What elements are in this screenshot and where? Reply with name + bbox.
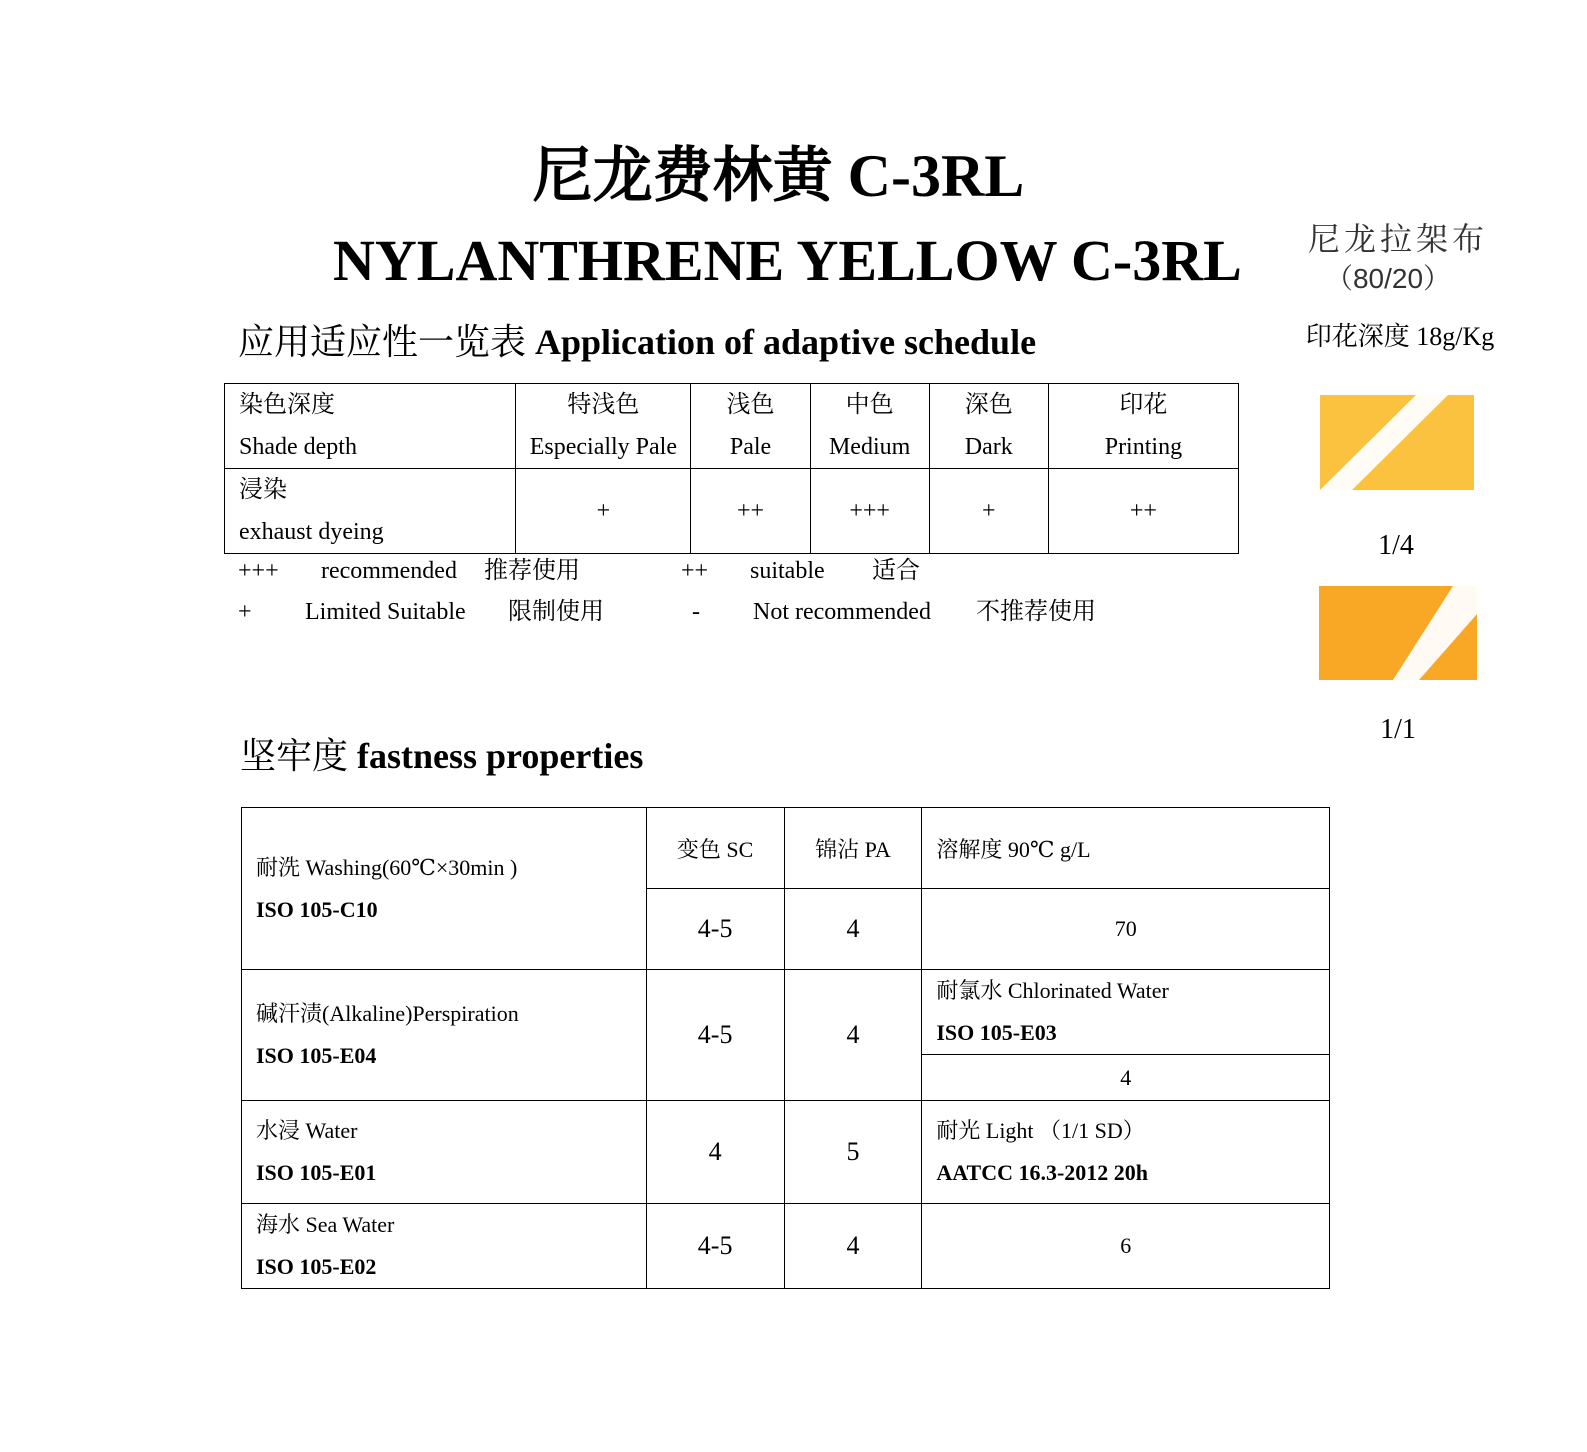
col-header-sc: 变色 SC: [646, 808, 784, 889]
col-label-en: Shade depth: [239, 434, 357, 460]
test-name: 海水 Sea Water: [256, 1212, 395, 1237]
test-standard: ISO 105-E02: [256, 1254, 377, 1279]
col-label-en: Pale: [729, 434, 772, 460]
application-heading: [238, 320, 1036, 364]
test-name: 耐洗 Washing(60℃×30min ): [256, 854, 518, 880]
row-label-cn: 浸染: [239, 477, 287, 503]
sc-value: 4: [646, 1101, 784, 1204]
application-heading-cn: 应用适应性一览表: [238, 322, 527, 362]
light-fastness-cell: [922, 1101, 1330, 1204]
legend-en: Limited Suitable: [305, 599, 466, 625]
solubility-value: 70: [922, 889, 1330, 970]
col-label-cn: 浅色: [726, 392, 775, 418]
table-row: [242, 970, 1330, 1055]
fabric-label: 尼龙拉架布: [1307, 221, 1488, 257]
swatch-stripe-image: [1320, 395, 1474, 490]
col-especially-pale: [516, 384, 691, 469]
test-name: 碱汗渍(Alkaline)Perspiration: [256, 1001, 519, 1026]
col-printing: [1048, 384, 1238, 469]
col-dark: [929, 384, 1048, 469]
col-label-cn: 印花: [1119, 392, 1168, 418]
chlorinated-water-cell: [922, 970, 1330, 1055]
light-standard: AATCC 16.3-2012 20h: [936, 1160, 1149, 1185]
legend-en: suitable: [750, 558, 825, 584]
rating-cell: ++: [1048, 469, 1238, 554]
chlorinated-water-value: 4: [922, 1055, 1330, 1101]
chlorinated-water-label: 耐氯水 Chlorinated Water: [936, 978, 1169, 1003]
print-depth: 印花深度 18g/Kg: [1305, 322, 1495, 351]
legend-en: Not recommended: [753, 599, 931, 625]
legend-symbol: +++: [238, 558, 279, 584]
col-label-en: Especially Pale: [529, 434, 677, 460]
fastness-heading-cn: 坚牢度: [240, 736, 349, 776]
legend-symbol: ++: [681, 558, 709, 584]
rating-cell: +: [516, 469, 691, 554]
sc-value: 4-5: [646, 970, 784, 1101]
test-name-cell: [242, 1204, 647, 1289]
col-pale: [691, 384, 810, 469]
fastness-heading-en: fastness properties: [357, 736, 644, 776]
light-label: 耐光 Light （1/1 SD）: [936, 1118, 1145, 1143]
rating-cell: ++: [691, 469, 810, 554]
col-label-cn: 中色: [845, 392, 894, 418]
test-standard: ISO 105-E04: [256, 1043, 377, 1068]
test-name: 水浸 Water: [256, 1118, 358, 1143]
pa-value: 4: [784, 889, 922, 970]
test-name-cell: [242, 970, 647, 1101]
swatch-label: 1/4: [1378, 530, 1414, 561]
application-table: [224, 383, 1239, 554]
col-shade-depth: [225, 384, 516, 469]
legend-cn: 限制使用: [508, 599, 604, 625]
test-name-cell: [242, 1101, 647, 1204]
table-row: [242, 1101, 1330, 1204]
sc-value: 4-5: [646, 1204, 784, 1289]
fabric-ratio: （80/20）: [1324, 263, 1452, 294]
fastness-table: [241, 807, 1330, 1289]
page-title-en: NYLANTHRENE YELLOW C-3RL: [333, 228, 1242, 293]
col-label-en: Dark: [964, 434, 1013, 460]
swatch-stripe-image: [1319, 586, 1477, 680]
pa-value: 4: [784, 970, 922, 1101]
color-swatch-1-4: [1320, 395, 1474, 490]
table-row: [242, 808, 1330, 889]
test-standard: ISO 105-E01: [256, 1160, 377, 1185]
legend-cn: 不推荐使用: [976, 599, 1096, 625]
sc-value: 4-5: [646, 889, 784, 970]
col-label-en: Medium: [828, 434, 911, 460]
solubility-label: 溶解度 90℃ g/L: [922, 808, 1330, 889]
test-standard: ISO 105-C10: [256, 896, 378, 922]
chlorinated-water-standard: ISO 105-E03: [936, 1020, 1057, 1045]
col-label-cn: 特浅色: [567, 392, 640, 418]
row-label-en: exhaust dyeing: [239, 519, 384, 545]
legend-symbol: +: [238, 599, 252, 625]
application-heading-en: Application of adaptive schedule: [535, 322, 1037, 362]
col-label-en: Printing: [1104, 434, 1183, 460]
col-label-cn: 深色: [964, 392, 1013, 418]
swatch-label: 1/1: [1380, 714, 1416, 745]
color-swatch-1-1: [1319, 586, 1477, 680]
pa-value: 4: [784, 1204, 922, 1289]
col-header-pa: 锦沾 PA: [784, 808, 922, 889]
fastness-heading: [240, 734, 643, 778]
pa-value: 5: [784, 1101, 922, 1204]
application-row-exhaust: [225, 469, 1239, 554]
table-row: [242, 1204, 1330, 1289]
legend-cn: 推荐使用: [484, 558, 580, 584]
legend-en: recommended: [321, 558, 457, 584]
light-value: 6: [922, 1204, 1330, 1289]
rating-cell: +++: [810, 469, 929, 554]
legend-cn: 适合: [872, 558, 920, 584]
row-label: [225, 469, 516, 554]
test-name-cell: [242, 808, 647, 970]
legend-symbol: -: [692, 599, 700, 625]
rating-cell: +: [929, 469, 1048, 554]
application-header-row: [225, 384, 1239, 469]
col-label-cn: 染色深度: [239, 392, 335, 418]
col-medium: [810, 384, 929, 469]
page-title-cn: 尼龙费林黄 C-3RL: [532, 143, 1025, 209]
